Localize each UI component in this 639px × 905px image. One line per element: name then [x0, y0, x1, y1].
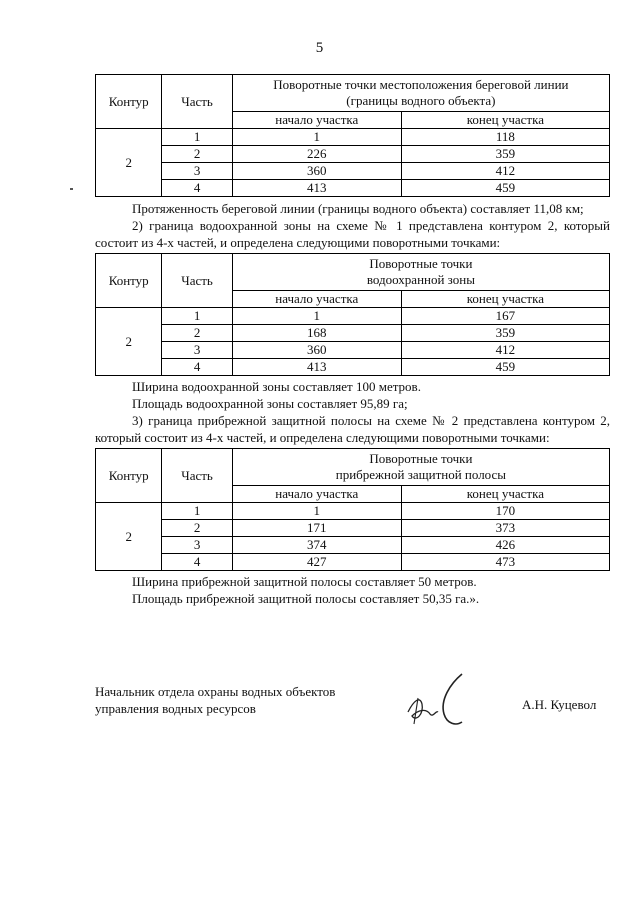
table-row	[96, 146, 610, 163]
cell-end: 170	[401, 503, 609, 520]
cell-start: 171	[232, 520, 401, 537]
paragraph-zone-area: Площадь водоохранной зоны составляет 95,89 га;	[132, 396, 408, 411]
cell-start: 1	[232, 308, 401, 325]
header-group-line2: прибрежной защитной полосы	[335, 467, 507, 482]
handwritten-signature	[400, 670, 480, 732]
header-group-line1: Поворотные точки	[369, 451, 473, 466]
cell-start: 427	[232, 554, 401, 571]
cell-end: 473	[401, 554, 609, 571]
table-row	[96, 537, 610, 554]
cell-start: 168	[232, 325, 401, 342]
header-start: начало участка	[232, 486, 401, 503]
cell-end: 426	[401, 537, 609, 554]
cell-part: 3	[162, 163, 232, 180]
header-end: конец участка	[401, 112, 609, 129]
document-body	[95, 74, 610, 607]
table-row	[96, 163, 610, 180]
cell-start: 1	[232, 503, 401, 520]
paragraph-shoreline-length: Протяженность береговой линии (границы водного объекта) составляет 11,08 км;	[132, 201, 584, 216]
cell-part: 1	[162, 503, 232, 520]
cell-contour: 2	[96, 503, 162, 571]
cell-part: 3	[162, 342, 232, 359]
cell-start: 374	[232, 537, 401, 554]
header-contour: Контур	[96, 449, 162, 503]
header-end: конец участка	[401, 486, 609, 503]
table-row	[96, 359, 610, 376]
position-line2: управления водных ресурсов	[95, 701, 256, 716]
scan-speck	[70, 188, 73, 190]
header-group-line1: Поворотные точки местоположения береговой линии	[273, 77, 569, 92]
cell-part: 4	[162, 359, 232, 376]
cell-part: 2	[162, 325, 232, 342]
cell-start: 360	[232, 163, 401, 180]
signatory-name: А.Н. Куцевол	[522, 697, 597, 712]
paragraph-coastal-strip: 3) граница прибрежной защитной полосы на схеме № 2 представлена контуром 2, который состоит из 4-х частей, и определена следующими поворотными точками:	[95, 413, 610, 445]
cell-end: 118	[401, 129, 609, 146]
header-group-line2: водоохранной зоны	[366, 272, 475, 287]
cell-start: 226	[232, 146, 401, 163]
protection-zone-table	[95, 253, 610, 376]
header-group	[232, 254, 609, 291]
table-row	[96, 129, 610, 146]
table-row	[96, 520, 610, 537]
cell-end: 412	[401, 342, 609, 359]
cell-end: 359	[401, 325, 609, 342]
header-contour: Контур	[96, 75, 162, 129]
cell-part: 1	[162, 308, 232, 325]
table-row	[96, 554, 610, 571]
position-line1: Начальник отдела охраны водных объектов	[95, 684, 336, 699]
header-start: начало участка	[232, 112, 401, 129]
cell-contour: 2	[96, 308, 162, 376]
header-part: Часть	[162, 449, 232, 503]
header-contour: Контур	[96, 254, 162, 308]
cell-end: 359	[401, 146, 609, 163]
cell-contour: 2	[96, 129, 162, 197]
cell-start: 413	[232, 180, 401, 197]
cell-part: 1	[162, 129, 232, 146]
shoreline-table	[95, 74, 610, 197]
table-row	[96, 503, 610, 520]
header-start: начало участка	[232, 291, 401, 308]
coastal-strip-table	[95, 448, 610, 571]
cell-part: 2	[162, 520, 232, 537]
paragraph-zone-width: Ширина водоохранной зоны составляет 100 метров.	[132, 379, 421, 394]
header-part: Часть	[162, 254, 232, 308]
page-number: 5	[315, 40, 324, 56]
cell-part: 3	[162, 537, 232, 554]
cell-end: 373	[401, 520, 609, 537]
header-group-line2: (границы водного объекта)	[346, 93, 496, 108]
cell-end: 459	[401, 180, 609, 197]
header-end: конец участка	[401, 291, 609, 308]
cell-end: 167	[401, 308, 609, 325]
table-row	[96, 342, 610, 359]
header-part: Часть	[162, 75, 232, 129]
cell-start: 413	[232, 359, 401, 376]
header-group	[232, 75, 609, 112]
cell-end: 412	[401, 163, 609, 180]
paragraph-strip-area: Площадь прибрежной защитной полосы составляет 50,35 га.».	[132, 591, 480, 606]
paragraph-strip-width: Ширина прибрежной защитной полосы составляет 50 метров.	[132, 574, 477, 589]
cell-part: 2	[162, 146, 232, 163]
cell-part: 4	[162, 554, 232, 571]
header-group	[232, 449, 609, 486]
table-row	[96, 325, 610, 342]
cell-end: 459	[401, 359, 609, 376]
cell-start: 360	[232, 342, 401, 359]
cell-part: 4	[162, 180, 232, 197]
table-row	[96, 180, 610, 197]
header-group-line1: Поворотные точки	[369, 256, 473, 271]
table-row	[96, 308, 610, 325]
paragraph-protection-zone: 2) граница водоохранной зоны на схеме № 1 представлена контуром 2, который состоит из 4-х частей, и определена следующими поворотными точками:	[95, 218, 610, 250]
cell-start: 1	[232, 129, 401, 146]
signature-position	[95, 683, 335, 717]
